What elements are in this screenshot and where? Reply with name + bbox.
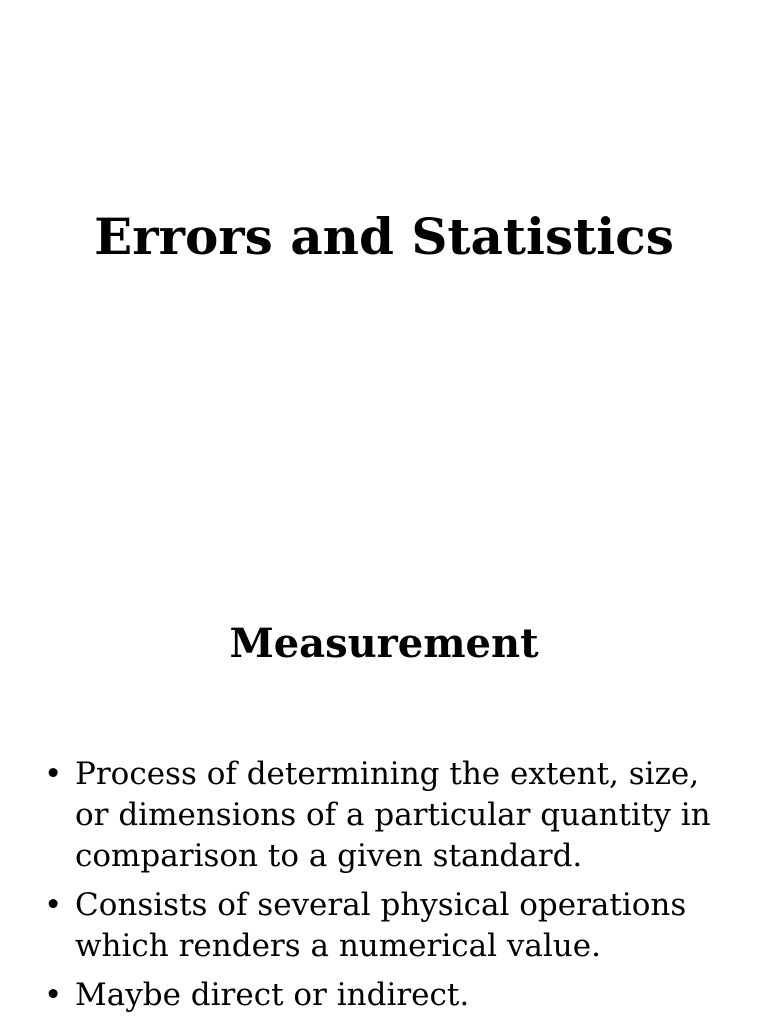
list-item xyxy=(44,885,734,967)
bullet-icon: • xyxy=(44,756,63,792)
bullet-text: Consists of several physical operations which renders a numerical value. xyxy=(75,887,687,964)
list-item xyxy=(44,975,734,1016)
section-title: Measurement xyxy=(229,620,539,667)
bullet-text: Process of determining the extent, size, or dimensions of a particular quantity in comparison to a given standard. xyxy=(75,756,711,874)
page-title: Errors and Statistics xyxy=(94,207,674,266)
bullet-icon: • xyxy=(44,887,63,923)
bullet-text: Maybe direct or indirect. xyxy=(75,977,470,1013)
bullet-list xyxy=(44,754,734,1024)
list-item xyxy=(44,754,734,877)
slide-measurement xyxy=(0,576,768,1024)
bullet-icon: • xyxy=(44,977,63,1013)
